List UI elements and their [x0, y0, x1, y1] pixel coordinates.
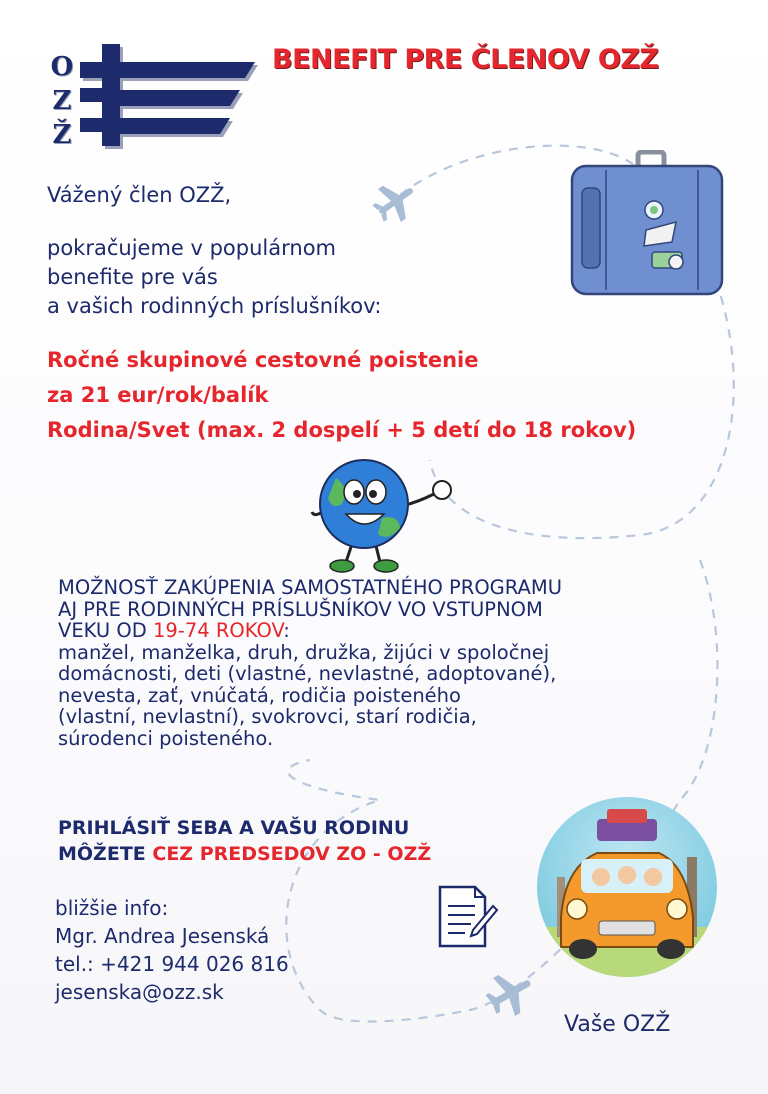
signup-line-2 [58, 841, 431, 867]
age-range: 19-74 ROKOV [152, 619, 284, 642]
intro-line: a vašich rodinných príslušníkov: [47, 294, 382, 318]
globe-mascot-illustration [306, 458, 466, 574]
program-info [58, 577, 738, 749]
intro-line: benefite pre vás [47, 265, 218, 289]
logo-letters [50, 50, 74, 152]
headline: BENEFIT PRE ČLENOV OZŽ [272, 44, 659, 75]
greeting: Vážený člen OZŽ, [47, 183, 232, 207]
suitcase-illustration [568, 150, 728, 300]
contact-phone: tel.: +421 944 026 816 [55, 952, 289, 976]
logo-letter: Z [52, 86, 72, 116]
family-car-illustration [537, 797, 717, 977]
signature: Vaše OZŽ [564, 1012, 671, 1037]
program-line-prefix: VEKU OD [58, 619, 153, 642]
contact-label: bližšie info: [55, 896, 169, 920]
airplane-icon [484, 968, 538, 1018]
program-detail-line: manžel, manželka, druh, družka, žijúci v spoločnej [58, 640, 550, 664]
airplane-icon [372, 178, 420, 224]
program-detail-line: domácnosti, deti (vlastné, nevlastné, adoptované), [58, 662, 557, 685]
contact-name: Mgr. Andrea Jesenská [55, 924, 270, 948]
offer-line: Rodina/Svet (max. 2 dospelí + 5 detí do 18 rokov) [47, 418, 637, 442]
offer-text [47, 343, 636, 448]
logo-letter: Ž [52, 120, 72, 150]
contact-email[interactable]: jesenska@ozz.sk [55, 980, 224, 1004]
program-age-line [58, 620, 738, 642]
offer-line: Ročné skupinové cestovné poistenie [47, 348, 479, 372]
contact-info [55, 894, 289, 1006]
family-car-photo [537, 797, 717, 977]
program-detail-line: (vlastní, nevlastní), svokrovci, starí rodičia, [58, 705, 477, 728]
program-line: AJ PRE RODINNÝCH PRÍSLUŠNÍKOV VO VSTUPNOM [58, 597, 543, 621]
intro-text [47, 234, 382, 321]
signup-highlight: CEZ PREDSEDOV ZO - OZŽ [152, 843, 432, 865]
program-line-suffix: : [283, 619, 290, 642]
intro-line: pokračujeme v populárnom [47, 236, 337, 260]
logo-letter: O [50, 52, 74, 82]
ozz-logo-emblem [80, 44, 258, 154]
document-pen-icon [437, 884, 499, 950]
signup-line: PRIHLÁSIŤ SEBA A VAŠU RODINU [58, 817, 410, 839]
program-detail-line: súrodenci poisteného. [58, 726, 274, 750]
program-detail-line: nevesta, zať, vnúčatá, rodičia poisteného [58, 683, 461, 707]
program-line: MOŽNOSŤ ZAKÚPENIA SAMOSTATNÉHO PROGRAMU [58, 576, 562, 599]
signup-prefix: MÔŽETE [58, 843, 153, 865]
offer-line: za 21 eur/rok/balík [47, 383, 269, 407]
signup-text [58, 815, 431, 867]
